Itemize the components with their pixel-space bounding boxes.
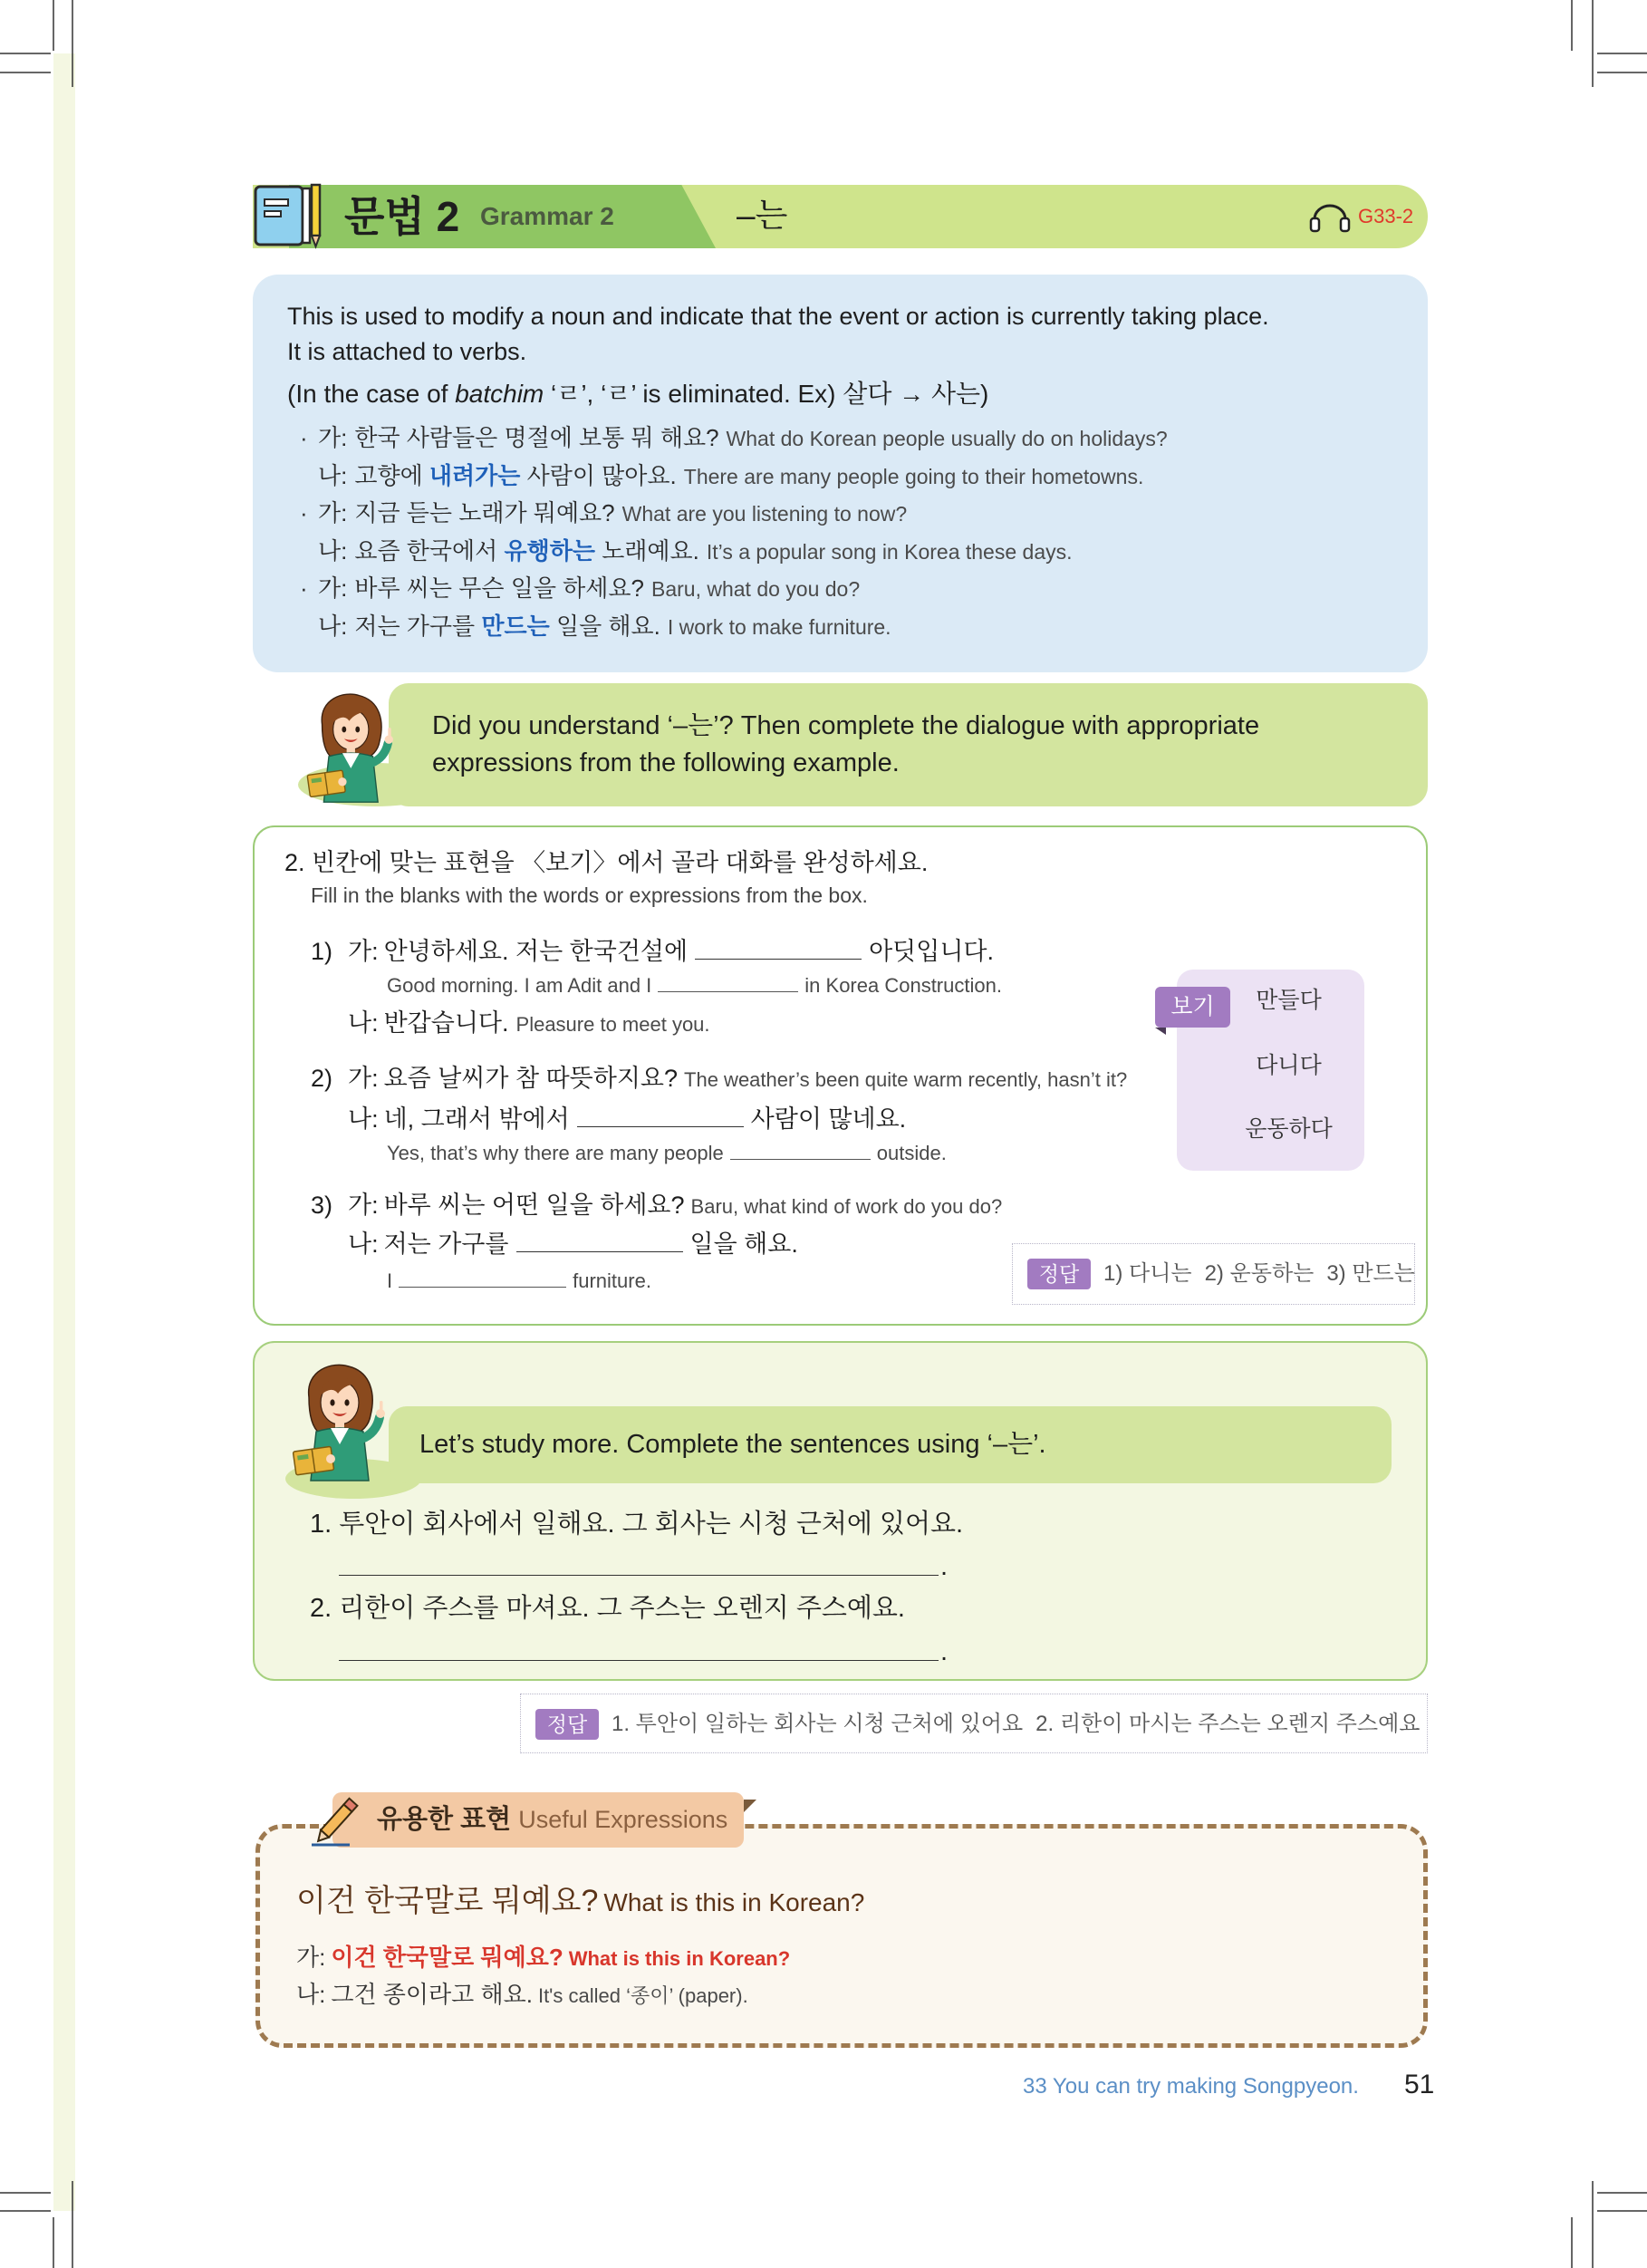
exercise-instruction bbox=[284, 847, 928, 883]
useful-expressions-tab bbox=[332, 1792, 744, 1848]
highlighted-form: 내려가는 bbox=[429, 462, 521, 489]
dialogue-english: Baru, what kind of work do you do? bbox=[690, 1195, 1003, 1218]
answer-item: 1. 투안이 일하는 회사는 시청 근처에 있어요 bbox=[612, 1712, 1024, 1736]
instruction-korean: 2. 빈칸에 맞는 표현을 〈보기〉에서 골라 대화를 완성하세요. bbox=[284, 849, 929, 876]
dialogue-korean: 이건 한국말로 뭐예요? bbox=[331, 1944, 563, 1971]
example-korean: 한국 사람들은 명절에 보통 뭐 해요? bbox=[354, 424, 719, 451]
example-line bbox=[318, 536, 1073, 571]
answer-item: 1) 다니는 bbox=[1103, 1261, 1192, 1286]
answer-tag: 정답 bbox=[1027, 1259, 1091, 1289]
answer-text bbox=[1103, 1259, 1428, 1289]
note-text: (In the case of bbox=[287, 380, 456, 408]
page-number: 51 bbox=[1404, 2070, 1435, 2099]
dialogue-translation bbox=[387, 970, 1002, 1004]
example-line bbox=[318, 460, 1143, 496]
answer-key bbox=[520, 1694, 1428, 1753]
example-korean: 저는 가구를 bbox=[354, 613, 482, 640]
answer-tag: 정답 bbox=[535, 1709, 599, 1740]
item-number: 2) bbox=[311, 1065, 333, 1092]
answer-key bbox=[1012, 1243, 1415, 1305]
tab-label-korean: 유용한 표현 bbox=[377, 1805, 512, 1834]
word-box-label: 보기 bbox=[1155, 987, 1230, 1028]
dialogue-english: Good morning. I am Adit and I bbox=[387, 974, 652, 997]
speaker-label: 가: bbox=[348, 1065, 379, 1092]
item-number: 3) bbox=[311, 1192, 333, 1219]
tab-label bbox=[377, 1804, 727, 1835]
exercise-box bbox=[253, 825, 1428, 1326]
dialogue-korean: 요즘 날씨가 참 따뜻하지요? bbox=[383, 1065, 679, 1092]
useful-expressions-box bbox=[255, 1824, 1428, 2048]
example-korean: 요즘 한국에서 bbox=[354, 537, 505, 565]
expression-dialogue-line bbox=[296, 1942, 790, 1977]
sentence-end: . bbox=[940, 1552, 949, 1581]
practice-box bbox=[253, 1341, 1428, 1681]
chapter-footer: 33 You can try making Songpyeon. bbox=[1023, 2074, 1359, 2099]
speaker-label: 나: bbox=[348, 1231, 379, 1258]
dialogue-korean: 네, 그래서 밖에서 bbox=[383, 1105, 570, 1133]
example-english: What are you listening to now? bbox=[621, 502, 908, 526]
example-korean: 지금 듣는 노래가 뭐예요? bbox=[354, 499, 615, 526]
speaker-label: 가: bbox=[348, 1192, 379, 1219]
explanation-note bbox=[287, 379, 988, 410]
bullet: · bbox=[300, 424, 308, 451]
note-italic-term: batchim bbox=[455, 380, 544, 408]
grammar-pattern: –는 bbox=[737, 197, 788, 234]
dialogue-korean: 그건 종이라고 해요. bbox=[331, 1981, 533, 2008]
answer-blank bbox=[399, 1269, 566, 1288]
example-line bbox=[318, 611, 891, 646]
expression-heading bbox=[296, 1883, 864, 1925]
highlighted-form: 만드는 bbox=[481, 613, 550, 640]
example-line bbox=[300, 422, 1168, 458]
answer-blank bbox=[516, 1230, 683, 1252]
bullet: · bbox=[300, 499, 308, 526]
item-number: 1) bbox=[311, 938, 333, 965]
speaker-label: 나: bbox=[348, 1009, 379, 1037]
speaker-label: 나: bbox=[318, 613, 348, 640]
example-korean: 노래예요. bbox=[594, 537, 699, 565]
dialogue-english: It's called ‘종이’ (paper). bbox=[537, 1984, 748, 2007]
practice-item: 2. 리한이 주스를 마셔요. 그 주스는 오렌지 주스예요. bbox=[310, 1594, 905, 1623]
prompt-text: expressions from the following example. bbox=[432, 748, 900, 777]
example-korean: 바루 씨는 무슨 일을 하세요? bbox=[354, 574, 644, 602]
practice-prompt-bar bbox=[389, 1406, 1392, 1483]
exercise-item bbox=[311, 1190, 1002, 1225]
dialogue-english: Pleasure to meet you. bbox=[515, 1013, 710, 1036]
expression-english: What is this in Korean? bbox=[603, 1888, 865, 1916]
example-english: I work to make furniture. bbox=[667, 615, 891, 639]
explanation-line: This is used to modify a noun and indicate that the event or action is currently taking place. bbox=[287, 303, 1269, 330]
dialogue-reply bbox=[348, 1229, 798, 1264]
word-choice: 다니다 bbox=[1256, 1053, 1322, 1078]
example-line bbox=[300, 497, 908, 533]
dialogue-translation bbox=[387, 1138, 947, 1172]
pencil-icon bbox=[308, 1789, 371, 1850]
instruction-english: Fill in the blanks with the words or expressions from the box. bbox=[311, 883, 868, 907]
note-text: ‘ㄹ’, ‘ㄹ’ is eliminated. Ex) 살다 → 사는) bbox=[544, 380, 989, 408]
expression-dialogue-line bbox=[296, 1979, 748, 2014]
dialogue-translation bbox=[387, 1266, 651, 1299]
answer-line bbox=[339, 1660, 939, 1661]
dialogue-english: in Korea Construction. bbox=[804, 974, 1002, 997]
book-pencil-icon bbox=[251, 179, 325, 254]
dialogue-english: The weather’s been quite warm recently, hasn’t it? bbox=[684, 1068, 1128, 1091]
bullet: · bbox=[300, 574, 308, 602]
dialogue-korean: 안녕하세요. 저는 한국건설에 bbox=[383, 938, 689, 965]
dialogue-korean: 저는 가구를 bbox=[383, 1231, 509, 1258]
example-korean: 일을 해요. bbox=[549, 613, 660, 640]
example-english: Baru, what do you do? bbox=[650, 577, 861, 601]
grammar-title-en: Grammar 2 bbox=[480, 202, 614, 230]
teacher-icon bbox=[303, 687, 405, 809]
dialogue-english: What is this in Korean? bbox=[568, 1947, 791, 1970]
dialogue-english: furniture. bbox=[573, 1269, 651, 1292]
example-korean: 사람이 많아요. bbox=[520, 462, 677, 489]
answer-text bbox=[612, 1709, 1432, 1740]
speaker-label: 가: bbox=[348, 938, 379, 965]
audio-track-label: G33-2 bbox=[1358, 205, 1414, 227]
word-choice: 운동하다 bbox=[1245, 1116, 1333, 1142]
speaker-label: 나: bbox=[318, 537, 348, 565]
dialogue-korean: 아딧입니다. bbox=[869, 938, 995, 965]
speaker-label: 가: bbox=[318, 424, 348, 451]
word-choice: 만들다 bbox=[1256, 988, 1322, 1013]
speaker-label: 나: bbox=[348, 1105, 379, 1133]
exercise-item bbox=[311, 936, 994, 971]
tab-label-english: Useful Expressions bbox=[518, 1806, 728, 1833]
dialogue-english: outside. bbox=[876, 1142, 947, 1164]
practice-prompt: Let’s study more. Complete the sentences using ‘–는’. bbox=[419, 1430, 1046, 1459]
grammar-explanation-box bbox=[253, 275, 1428, 672]
practice-item: 1. 투안이 회사에서 일해요. 그 회사는 시청 근처에 있어요. bbox=[310, 1510, 964, 1539]
dialogue-korean: 사람이 많네요. bbox=[750, 1105, 907, 1133]
speaker-label: 나: bbox=[318, 462, 348, 489]
dialogue-english: I bbox=[387, 1269, 393, 1292]
answer-item: 3) 만드는 bbox=[1326, 1261, 1415, 1286]
speaker-label: 가: bbox=[296, 1944, 326, 1971]
answer-line bbox=[339, 1575, 939, 1576]
example-english: There are many people going to their hometowns. bbox=[683, 465, 1144, 488]
grammar-title: 문법 2 bbox=[344, 193, 460, 240]
prompt-banner bbox=[253, 683, 1428, 810]
headphones-icon bbox=[1309, 202, 1351, 233]
example-english: It’s a popular song in Korea these days. bbox=[706, 540, 1073, 564]
example-line bbox=[300, 573, 861, 608]
tag-fold bbox=[1155, 1028, 1166, 1035]
example-english: What do Korean people usually do on holidays? bbox=[726, 427, 1168, 450]
answer-item: 2. 리한이 마시는 주스는 오렌지 주스예요 bbox=[1035, 1712, 1421, 1736]
dialogue-korean: 바루 씨는 어떤 일을 하세요? bbox=[383, 1192, 685, 1219]
highlighted-form: 유행하는 bbox=[504, 537, 595, 565]
answer-item: 2) 운동하는 bbox=[1204, 1261, 1315, 1286]
example-korean: 고향에 bbox=[354, 462, 429, 489]
explanation-line: It is attached to verbs. bbox=[287, 338, 527, 365]
dialogue-reply bbox=[348, 1104, 906, 1139]
speaker-label: 가: bbox=[318, 574, 348, 602]
grammar-header bbox=[253, 185, 1428, 248]
speaker-label: 나: bbox=[296, 1981, 326, 2008]
exercise-item bbox=[311, 1063, 1127, 1098]
dialogue-korean: 일을 해요. bbox=[689, 1231, 798, 1258]
answer-blank bbox=[658, 973, 798, 992]
answer-blank bbox=[695, 937, 862, 960]
speaker-label: 가: bbox=[318, 499, 348, 526]
answer-blank bbox=[730, 1141, 871, 1160]
answer-blank bbox=[577, 1105, 744, 1127]
sentence-end: . bbox=[940, 1637, 949, 1666]
prompt-text: Did you understand ‘–는’? Then complete the dialogue with appropriate bbox=[432, 711, 1260, 740]
expression-korean: 이건 한국말로 뭐예요? bbox=[296, 1884, 599, 1918]
dialogue-english: Yes, that’s why there are many people bbox=[387, 1142, 724, 1164]
teacher-icon bbox=[289, 1357, 398, 1488]
exercise-instruction-en bbox=[311, 880, 868, 914]
dialogue-reply bbox=[348, 1008, 710, 1043]
tab-fold bbox=[744, 1800, 756, 1812]
dialogue-korean: 반갑습니다. bbox=[383, 1009, 509, 1037]
